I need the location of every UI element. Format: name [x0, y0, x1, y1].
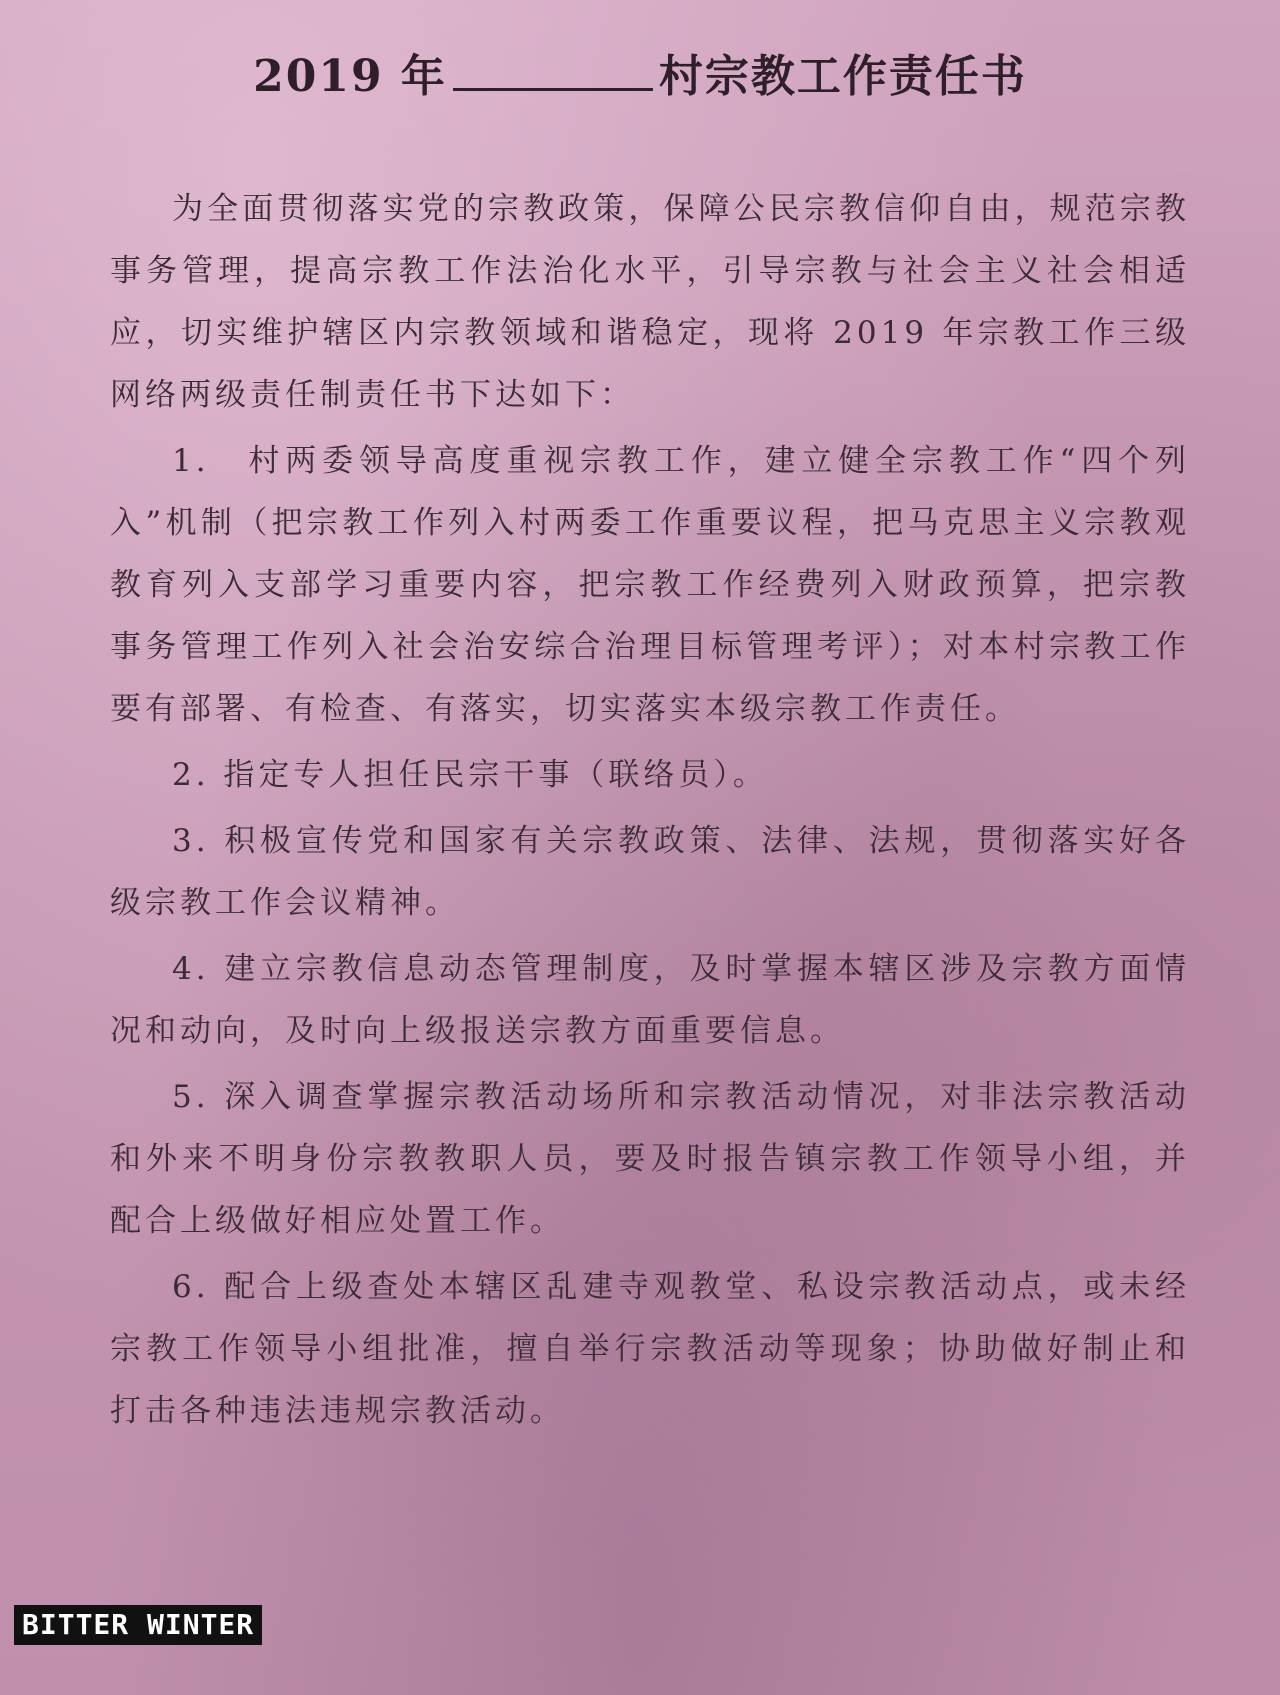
- document-body: [110, 178, 1190, 1442]
- title-year: 2019 年: [253, 51, 447, 102]
- intro-paragraph: 为全面贯彻落实党的宗教政策，保障公民宗教信仰自由，规范宗教事务管理，提高宗教工作法治化水平，引导宗教与社会主义社会相适应，切实维护辖区内宗教领域和谐稳定，现将 2019 年宗教工作三级网络两级责任制责任书下达如下：: [110, 191, 1190, 413]
- item-3: 3. 积极宣传党和国家有关宗教政策、法律、法规，贯彻落实好各级宗教工作会议精神。: [110, 823, 1190, 921]
- item-4: 4. 建立宗教信息动态管理制度，及时掌握本辖区涉及宗教方面情况和动向，及时向上级报送宗教方面重要信息。: [110, 951, 1190, 1049]
- item-5: 5. 深入调查掌握宗教活动场所和宗教活动情况，对非法宗教活动和外来不明身份宗教教职人员，要及时报告镇宗教工作领导小组，并配合上级做好相应处置工作。: [110, 1079, 1190, 1239]
- item-6: 6. 配合上级查处本辖区乱建寺观教堂、私设宗教活动点，或未经宗教工作领导小组批准，擅自举行宗教活动等现象；协助做好制止和打击各种违法违规宗教活动。: [110, 1269, 1190, 1429]
- document-title: [0, 40, 1280, 104]
- bitter-winter-watermark: BITTER WINTER: [14, 1605, 262, 1645]
- title-blank-line: [453, 50, 653, 91]
- title-rest: 村宗教工作责任书: [658, 51, 1027, 102]
- item-1: 1. 村两委领导高度重视宗教工作，建立健全宗教工作“四个列入”机制（把宗教工作列入村两委工作重要议程，把马克思主义宗教观教育列入支部学习重要内容，把宗教工作经费列入财政预算，把宗教事务管理工作列入社会治安综合治理目标管理考评）；对本村宗教工作要有部署、有检查、有落实，切实落实本级宗教工作责任。: [110, 443, 1190, 727]
- item-2: 2. 指定专人担任民宗干事（联络员）。: [172, 757, 768, 793]
